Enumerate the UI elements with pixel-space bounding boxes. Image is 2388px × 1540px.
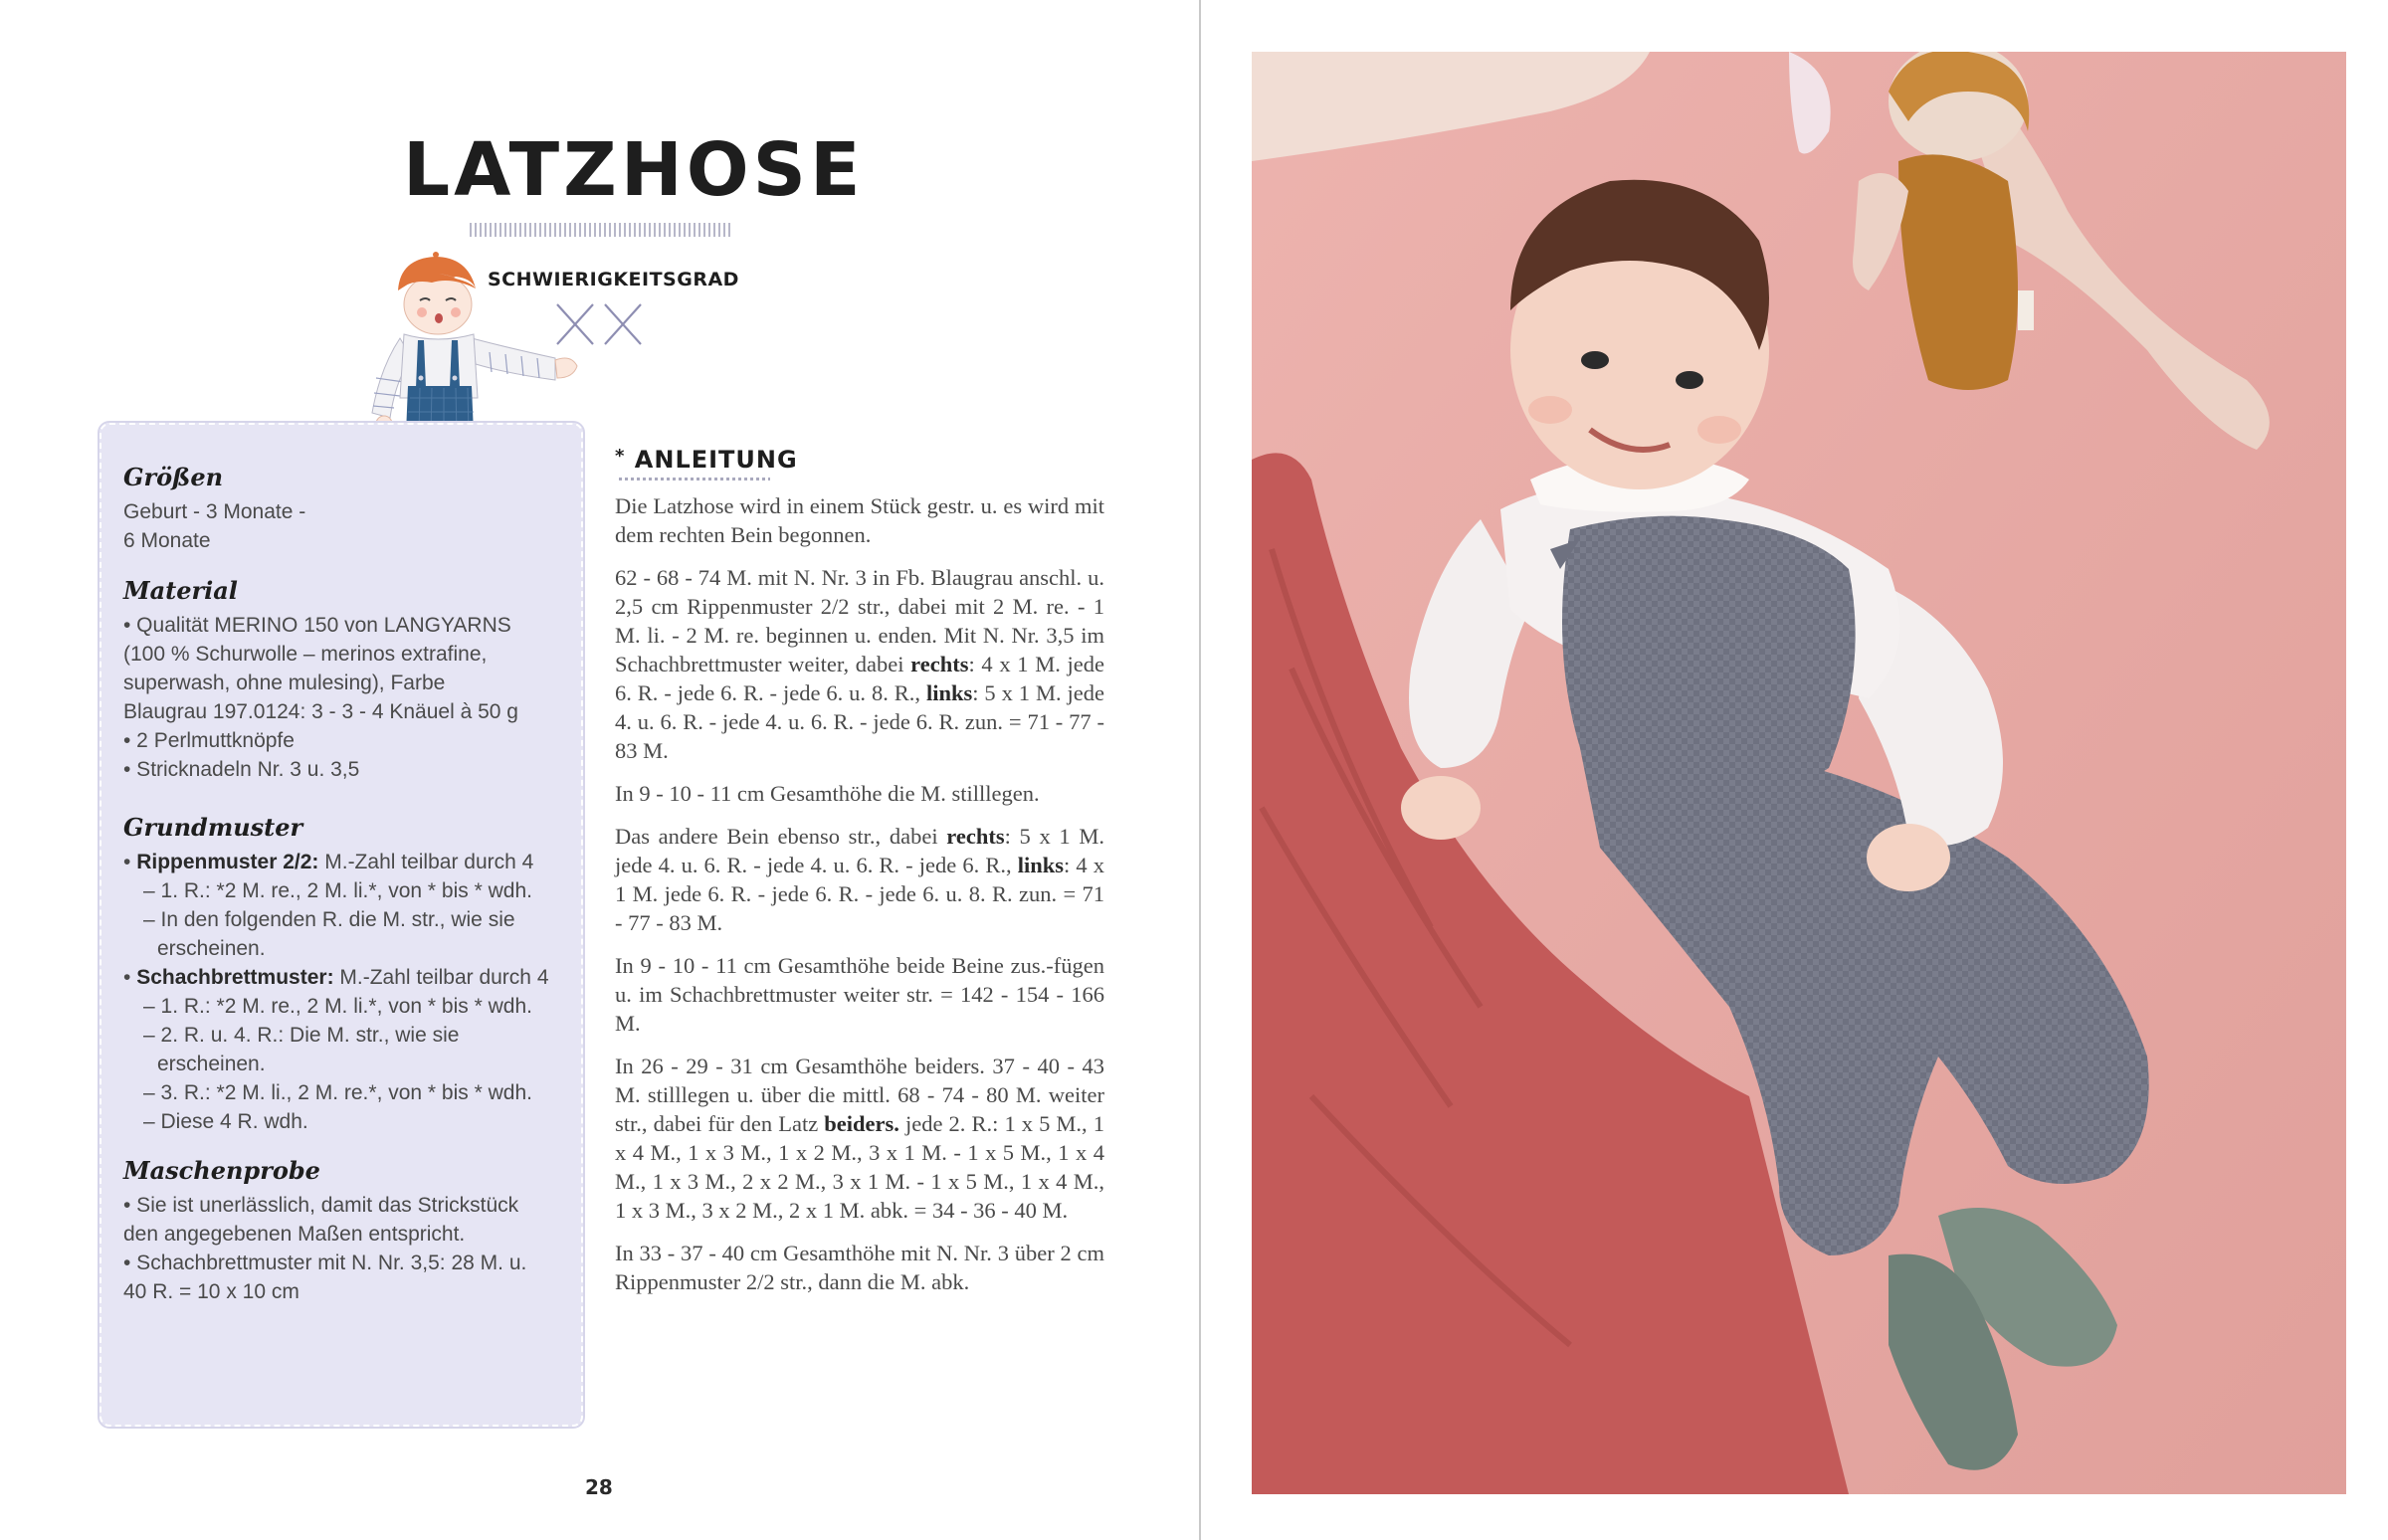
instructions-heading-text: ANLEITUNG bbox=[634, 446, 798, 474]
difficulty-label: SCHWIERIGKEITSGRAD bbox=[488, 269, 739, 290]
rib-pattern-line: – 1. R.: *2 M. re., 2 M. li.*, von * bis * wdh. bbox=[143, 879, 532, 902]
rib-pattern-line: • Rippenmuster 2/2: M.-Zahl teilbar durch 4 bbox=[123, 851, 534, 873]
instruction-bold: beiders. bbox=[824, 1111, 899, 1136]
difficulty-cross-icon bbox=[605, 304, 641, 344]
instruction-text: : 4 x 1 M. jede 6. R. - jede 6. R. - jede 6. u. 8. R., bbox=[615, 652, 1104, 705]
instructions-body bbox=[615, 491, 1104, 1310]
instruction-text: 62 - 68 - 74 M. mit N. Nr. 3 in Fb. Blaugrau anschl. u. 2,5 cm Rippenmuster 2/2 str., dabei mit 2 M. re. - 1 M. li. - 2 M. re. beginnen u. enden. Mit N. Nr. 3,5 im Schachbrettmuster weiter, dabei bbox=[615, 565, 1104, 676]
instruction-paragraph bbox=[615, 1052, 1104, 1225]
page-number: 28 bbox=[585, 1475, 613, 1499]
sizes-line: Geburt - 3 Monate - bbox=[123, 500, 306, 523]
checker-pattern-line: • Schachbrettmuster: M.-Zahl teilbar durch 4 bbox=[123, 966, 549, 989]
checker-pattern-label: Schachbrettmuster: bbox=[136, 966, 334, 989]
material-line: Blaugrau 197.0124: 3 - 3 - 4 Knäuel à 50 g bbox=[123, 700, 518, 723]
instruction-paragraph: In 33 - 37 - 40 cm Gesamthöhe mit N. Nr. 3 über 2 cm Rippenmuster 2/2 str., dann die M. abk. bbox=[615, 1241, 1104, 1294]
page-title: LATZHOSE bbox=[403, 127, 865, 213]
sizes-line: 6 Monate bbox=[123, 529, 211, 552]
instruction-paragraph: In 9 - 10 - 11 cm Gesamthöhe die M. stilllegen. bbox=[615, 781, 1040, 806]
title-divider bbox=[470, 223, 730, 237]
basic-patterns-heading: Grundmuster bbox=[123, 813, 303, 842]
checker-pattern-line: – Diese 4 R. wdh. bbox=[143, 1110, 308, 1133]
rib-pattern-line: – In den folgenden R. die M. str., wie sie bbox=[143, 908, 515, 931]
gauge-line: • Schachbrettmuster mit N. Nr. 3,5: 28 M. u. bbox=[123, 1251, 527, 1274]
rib-pattern-label: Rippenmuster 2/2: bbox=[136, 851, 319, 873]
material-line: • Qualität MERINO 150 von LANGYARNS bbox=[123, 614, 511, 637]
gauge-line: 40 R. = 10 x 10 cm bbox=[123, 1280, 299, 1303]
gauge-line: den angegebenen Maßen entspricht. bbox=[123, 1223, 466, 1246]
rib-pattern-line: erscheinen. bbox=[157, 937, 266, 960]
instruction-text: jede 2. R.: 1 x 5 M., 1 x 4 M., 1 x 3 M., 1 x 2 M., 3 x 1 M. - 1 x 5 M., 1 x 4 M., 1 x 3 M., 2 x 2 M., 3 x 1 M. - 1 x 5 M., 1 x 4 M., 1 x 3 M., 3 x 2 M., 2 x 1 M. abk. = 34 - 36 - 40 M. bbox=[615, 1111, 1104, 1223]
instruction-bold: links bbox=[1017, 853, 1065, 877]
checker-pattern-first: M.-Zahl teilbar durch 4 bbox=[333, 966, 549, 989]
checker-pattern-line: – 3. R.: *2 M. li., 2 M. re.*, von * bis * wdh. bbox=[143, 1081, 532, 1104]
instructions-heading bbox=[615, 446, 798, 474]
material-heading: Material bbox=[123, 576, 238, 605]
material-line: (100 % Schurwolle – merinos extrafine, bbox=[123, 643, 488, 666]
basic-patterns-text bbox=[123, 848, 571, 1136]
checker-pattern-line: – 1. R.: *2 M. re., 2 M. li.*, von * bis * wdh. bbox=[143, 995, 532, 1018]
instruction-bold: rechts bbox=[946, 824, 1005, 849]
heading-star: * bbox=[615, 446, 626, 467]
checker-pattern-line: erscheinen. bbox=[157, 1053, 266, 1075]
checker-pattern-line: – 2. R. u. 4. R.: Die M. str., wie sie bbox=[143, 1024, 460, 1047]
baby-hand-right bbox=[1867, 824, 1950, 891]
overall-bib bbox=[1562, 516, 1856, 795]
instruction-text: : 5 x 1 M. jede 4. u. 6. R. - jede 4. u. 6. R. - jede 6. R. zun. = 71 - 77 - 83 M. bbox=[615, 680, 1104, 763]
instruction-text: Das andere Bein ebenso str., dabei bbox=[615, 824, 947, 849]
material-text bbox=[123, 611, 571, 784]
sizes-section bbox=[123, 463, 571, 555]
material-line: superwash, ohne mulesing), Farbe bbox=[123, 672, 446, 694]
gauge-text bbox=[123, 1191, 571, 1306]
baby-hand-left bbox=[1401, 776, 1481, 840]
material-line: • Stricknadeln Nr. 3 u. 3,5 bbox=[123, 758, 360, 781]
sizes-text bbox=[123, 497, 571, 555]
instruction-bold: links bbox=[925, 680, 973, 705]
instruction-text: : 4 x 1 M. jede 6. R. - jede 6. R. - jede 6. u. 8. R. zun. = 71 - 77 - 83 M. bbox=[615, 853, 1104, 935]
gauge-line: • Sie ist unerlässlich, damit das Strickstück bbox=[123, 1194, 519, 1217]
gauge-section bbox=[123, 1156, 571, 1306]
instruction-text: : 5 x 1 M. jede 4. u. 6. R. - jede 4. u. 6. R. - jede 6. R., bbox=[615, 824, 1104, 877]
instruction-bold: rechts bbox=[910, 652, 969, 676]
instruction-paragraph bbox=[615, 563, 1104, 765]
material-section bbox=[123, 576, 571, 784]
instruction-paragraph: In 9 - 10 - 11 cm Gesamthöhe beide Beine zus.-fügen u. im Schachbrettmuster weiter str. = 142 - 154 - 166 M. bbox=[615, 953, 1104, 1036]
baby-photo bbox=[1252, 52, 2346, 1494]
sidebar-info-box bbox=[100, 423, 583, 1427]
instruction-paragraph bbox=[615, 822, 1104, 937]
material-line: • 2 Perlmuttknöpfe bbox=[123, 729, 295, 752]
rib-pattern-first: M.-Zahl teilbar durch 4 bbox=[318, 851, 534, 873]
gauge-heading: Maschenprobe bbox=[123, 1156, 320, 1185]
basic-patterns-section bbox=[123, 813, 571, 1136]
instructions-heading-rule bbox=[619, 478, 770, 481]
sizes-heading: Größen bbox=[123, 463, 224, 491]
instruction-text: In 26 - 29 - 31 cm Gesamthöhe beiders. 37 - 40 - 43 M. stilllegen u. über die mittl. 68 - 74 - 80 M. weiter str., dabei für den Latz bbox=[615, 1054, 1104, 1136]
instruction-paragraph: Die Latzhose wird in einem Stück gestr. u. es wird mit dem rechten Bein begonnen. bbox=[615, 493, 1104, 547]
